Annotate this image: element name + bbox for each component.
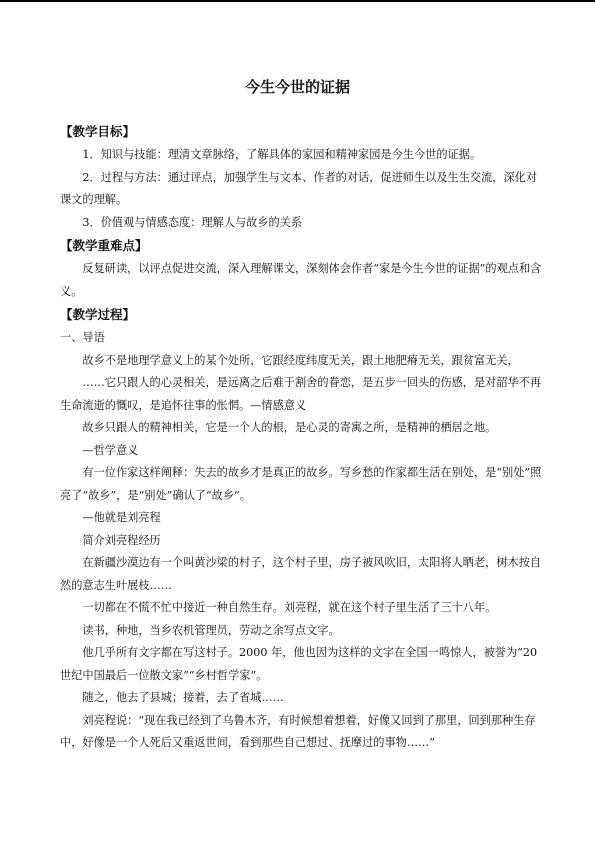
top-rule — [0, 0, 595, 2]
paragraph: —哲学意义 — [82, 443, 139, 457]
paragraph: 他几乎所有文字都在写这村子。2000 年，他也因为这样的文字在全国一鸣惊人，被誉为“20 世纪中国最后一位散文家”“乡村哲学家”。 — [60, 646, 538, 682]
paragraph: 故乡不是地理学意义上的某个处所，它跟经度纬度无关，跟土地肥瘠无关，跟贫富无关， — [82, 353, 519, 367]
paragraph: —他就是刘亮程 — [82, 511, 161, 524]
goal-item: 3．价值观与情感态度：理解人与故乡的关系 — [82, 215, 303, 229]
paragraph: ……它只跟人的心灵相关，是远离之后难于割舍的眷恋，是五步一回头的伤感，是对韶华不再生命流逝的慨叹，是追怀往事的怅惘。—情感意义 — [60, 376, 542, 412]
subheading-intro: 一、导语 — [60, 331, 105, 344]
section-heading-goals: 【教学目标】 — [60, 124, 136, 139]
goal-item: 2．过程与方法：通过评点，加强学生与文本、作者的对话，促进师生以及生生交流，深化对课文的理解。 — [60, 170, 538, 206]
document-body — [60, 120, 542, 755]
paragraph: 故乡只跟人的精神相关，它是一个人的根，是心灵的寄寓之所，是精神的栖居之地。 — [82, 421, 497, 434]
page-title: 今生今世的证据 — [244, 78, 350, 96]
paragraph: 刘亮程说：“现在我已经到了乌鲁木齐，有时候想着想着，好像又回到了那里，回到那种生存中，好像是一个人死后又重返世间，看到那些自己想过、抚摩过的事物……” — [60, 713, 536, 749]
section-heading-key-points: 【教学重难点】 — [60, 238, 148, 253]
section-heading-process: 【教学过程】 — [60, 307, 136, 322]
paragraph: 一切都在不慌不忙中接近一种自然生存。刘亮程，就在这个村子里生活了三十八年。 — [82, 601, 497, 614]
paragraph: 简介刘亮程经历 — [82, 533, 161, 547]
paragraph: 有一位作家这样阐释：失去的故乡才是真正的故乡。写乡愁的作家都生活在别处，是“别处”照亮了“故乡”，是“别处”确认了“故乡”。 — [60, 466, 542, 502]
paragraph: 在新疆沙漠边有一个叫黄沙梁的村子，这个村子里，房子被风吹旧，太阳将人晒老，树木按自然的意志生叶展枝…… — [60, 556, 542, 592]
paragraph: 随之，他去了县城；接着，去了省城…… — [82, 691, 284, 704]
key-points-text: 反复研读，以评点促进交流，深入理解课文，深刻体会作者“家是今生今世的证据”的观点和含义。 — [60, 262, 542, 298]
goal-item: 1．知识与技能：理清文章脉络，了解具体的家园和精神家园是今生今世的证据。 — [82, 148, 482, 161]
paragraph: 读书，种地，当乡农机管理员，劳动之余写点文字。 — [82, 623, 340, 637]
